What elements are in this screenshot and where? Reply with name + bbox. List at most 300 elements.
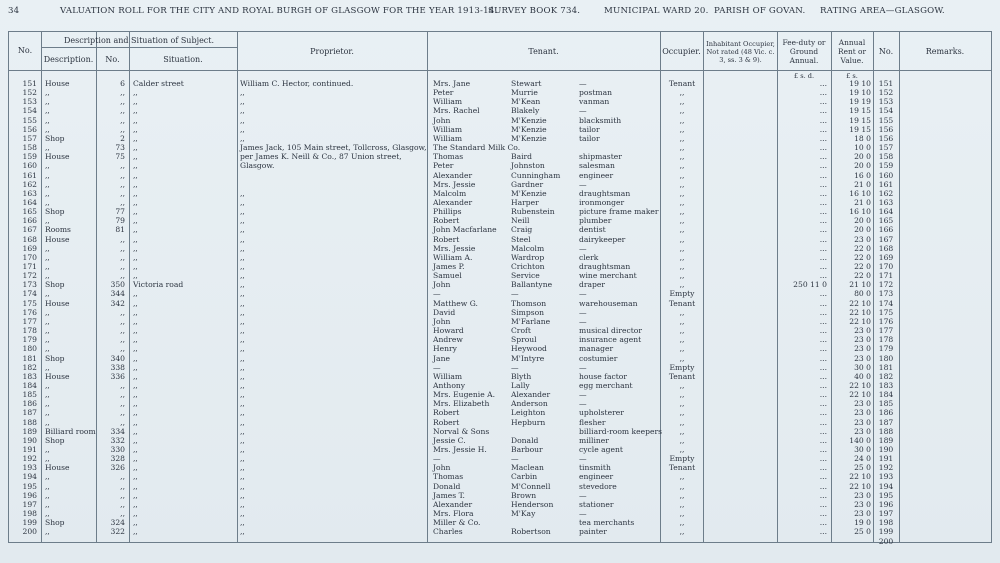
table-row bbox=[9, 501, 991, 510]
cell-prop: ,, bbox=[240, 435, 245, 445]
cell-sit: ,, bbox=[133, 362, 138, 372]
cell-sit: ,, bbox=[133, 216, 138, 226]
survey-book: SURVEY BOOK 734. bbox=[488, 6, 581, 16]
cell-no2: 162 bbox=[878, 188, 894, 198]
cell-sn: Robertson bbox=[511, 527, 551, 537]
cell-num: 77 bbox=[115, 207, 125, 217]
cell-desc: Shop bbox=[45, 518, 65, 528]
cell-occ: plumber bbox=[579, 216, 612, 226]
cell-prop: ,, bbox=[240, 216, 245, 226]
table-row bbox=[9, 446, 991, 455]
cell-rent: 23 0 bbox=[854, 499, 871, 509]
cell-sit: ,, bbox=[133, 179, 138, 189]
cell-prop: James Jack, 105 Main street, Tollcross, Glasgow, bbox=[240, 143, 427, 153]
cell-sn: M'Farlane bbox=[511, 316, 551, 326]
cell-fn: John bbox=[433, 463, 451, 473]
cell-fn: Thomas bbox=[433, 152, 464, 162]
cell-feu: ... bbox=[819, 79, 827, 88]
cell-no: 194 bbox=[22, 472, 37, 482]
cell-occupier: ,, bbox=[679, 316, 685, 326]
cell-prop: ,, bbox=[240, 124, 245, 134]
cell-no: 190 bbox=[22, 435, 37, 445]
cell-fn: John Macfarlane bbox=[433, 225, 497, 235]
cell-occ: — bbox=[579, 454, 587, 464]
cell-prop: ,, bbox=[240, 362, 245, 372]
cell-no2: 173 bbox=[878, 289, 894, 299]
cell-sn: Blyth bbox=[511, 371, 532, 381]
cell-num: 6 bbox=[120, 79, 125, 88]
cell-desc: ,, bbox=[45, 472, 50, 482]
cell-no: 164 bbox=[22, 197, 37, 207]
cell-prop: ,, bbox=[240, 509, 245, 519]
table-row bbox=[9, 117, 991, 126]
cell-sn: Malcolm bbox=[511, 243, 545, 253]
cell-desc: ,, bbox=[45, 271, 50, 281]
cell-prop: ,, bbox=[240, 335, 245, 345]
cell-feu: ... bbox=[819, 207, 827, 217]
cell-fn: John bbox=[433, 280, 451, 290]
cell-occupier: ,, bbox=[679, 481, 685, 491]
cell-no2: 172 bbox=[878, 280, 894, 290]
cell-no: 153 bbox=[22, 97, 37, 107]
cell-prop: ,, bbox=[240, 133, 245, 143]
cell-occ: costumier bbox=[579, 353, 618, 363]
cell-occ: egg merchant bbox=[579, 380, 633, 390]
cell-occupier: ,, bbox=[679, 179, 685, 189]
cell-occupier: ,, bbox=[679, 445, 685, 454]
cell-num: ,, bbox=[120, 326, 125, 336]
cell-fn: Samuel bbox=[433, 271, 462, 281]
cell-prop: ,, bbox=[240, 390, 245, 400]
cell-rent: 23 0 bbox=[854, 509, 871, 519]
cell-fn: — bbox=[433, 454, 441, 464]
cell-sit: ,, bbox=[133, 399, 138, 409]
cell-fn: William bbox=[433, 97, 463, 107]
cell-feu: ... bbox=[819, 243, 827, 253]
cell-prop: ,, bbox=[240, 527, 245, 537]
col-description: Description. bbox=[43, 55, 94, 64]
cell-occ: — bbox=[579, 316, 587, 326]
cell-sit: ,, bbox=[133, 316, 138, 326]
cell-no2: 168 bbox=[878, 243, 894, 253]
table-row bbox=[9, 519, 991, 528]
cell-fn: Robert bbox=[433, 408, 460, 418]
cell-sit: ,, bbox=[133, 335, 138, 345]
cell-sn: Donald bbox=[511, 435, 539, 445]
cell-feu: ... bbox=[819, 262, 827, 271]
cell-num: 73 bbox=[115, 143, 125, 153]
cell-feu: 250 11 0 bbox=[793, 280, 827, 290]
cell-desc: ,, bbox=[45, 509, 50, 519]
feu-units: £ s. d. bbox=[793, 72, 815, 80]
cell-desc: House bbox=[45, 234, 70, 244]
cell-no: 178 bbox=[22, 326, 37, 336]
cell-sn: Johnston bbox=[511, 161, 545, 171]
cell-occ: — bbox=[579, 362, 587, 372]
cell-occ: tinsmith bbox=[579, 463, 611, 473]
cell-occ: vanman bbox=[579, 97, 610, 107]
cell-sit: ,, bbox=[133, 481, 138, 491]
cell-feu: ... bbox=[819, 216, 827, 226]
cell-fn: Mrs. Eugenie A. bbox=[433, 390, 496, 400]
cell-fn: Malcolm bbox=[433, 188, 467, 198]
cell-prop: ,, bbox=[240, 225, 245, 235]
cell-no2: 161 bbox=[878, 179, 894, 189]
cell-rent: 20 0 bbox=[854, 161, 871, 171]
col-tenant: Tenant. bbox=[528, 47, 559, 56]
cell-num: ,, bbox=[120, 408, 125, 418]
table-row bbox=[9, 290, 991, 299]
cell-no2: 198 bbox=[878, 518, 894, 528]
table-row bbox=[9, 153, 991, 162]
cell-no: 156 bbox=[22, 124, 37, 134]
cell-sit: ,, bbox=[133, 161, 138, 171]
cell-occupier: ,, bbox=[679, 527, 685, 537]
cell-occupier: ,, bbox=[679, 499, 685, 509]
cell-occupier: ,, bbox=[679, 115, 685, 125]
cell-desc: ,, bbox=[45, 197, 50, 207]
cell-sit: ,, bbox=[133, 106, 138, 116]
cell-rent: 19 15 bbox=[849, 124, 871, 134]
cell-occ: warehouseman bbox=[579, 298, 638, 308]
cell-fn: James P. bbox=[433, 262, 465, 271]
cell-occupier: ,, bbox=[679, 97, 685, 107]
cell-no: 162 bbox=[22, 179, 37, 189]
cell-prop: per James K. Neill & Co., 87 Union street, bbox=[240, 152, 402, 162]
cell-no2: 200 bbox=[878, 536, 894, 546]
cell-sn: Henderson bbox=[511, 499, 554, 509]
cell-sit: ,, bbox=[133, 243, 138, 253]
cell-desc: ,, bbox=[45, 408, 50, 418]
cell-desc: ,, bbox=[45, 499, 50, 509]
cell-no2: 176 bbox=[878, 316, 894, 326]
cell-num: ,, bbox=[120, 106, 125, 116]
cell-sn: — bbox=[511, 289, 519, 299]
cell-num: ,, bbox=[120, 472, 125, 482]
cell-rent: 23 0 bbox=[854, 399, 871, 409]
cell-rent: 19 19 bbox=[849, 97, 871, 107]
cell-prop: ,, bbox=[240, 380, 245, 390]
table-row bbox=[9, 409, 991, 418]
cell-desc: ,, bbox=[45, 344, 50, 354]
cell-sit: ,, bbox=[133, 472, 138, 482]
cell-rent: 22 0 bbox=[854, 271, 871, 281]
cell-occupier: ,, bbox=[679, 161, 685, 171]
cell-rent: 10 0 bbox=[854, 143, 871, 153]
cell-sit: ,, bbox=[133, 426, 138, 436]
cell-occ: — bbox=[579, 490, 587, 500]
table-row bbox=[9, 327, 991, 336]
cell-sit: ,, bbox=[133, 234, 138, 244]
cell-rent: 20 0 bbox=[854, 152, 871, 162]
cell-fn: Donald bbox=[433, 481, 461, 491]
cell-occ: wine merchant bbox=[579, 271, 637, 281]
cell-sit: ,, bbox=[133, 289, 138, 299]
page-header bbox=[8, 6, 992, 20]
cell-num: ,, bbox=[120, 197, 125, 207]
cell-num: 340 bbox=[110, 353, 125, 363]
cell-sit: ,, bbox=[133, 408, 138, 418]
table-row bbox=[9, 428, 991, 437]
cell-no: 174 bbox=[22, 289, 37, 299]
table-row bbox=[9, 98, 991, 107]
cell-num: 2 bbox=[120, 133, 125, 143]
cell-rent: 21 0 bbox=[854, 197, 871, 207]
cell-occ: picture frame maker bbox=[579, 207, 659, 217]
cell-occupier: ,, bbox=[679, 243, 685, 253]
cell-num: ,, bbox=[120, 170, 125, 180]
cell-sn: Croft bbox=[511, 326, 531, 336]
cell-occ: clerk bbox=[579, 252, 599, 262]
cell-fn: Anthony bbox=[433, 380, 466, 390]
cell-no: 192 bbox=[22, 454, 37, 464]
cell-no: 163 bbox=[22, 188, 37, 198]
table-row bbox=[9, 162, 991, 171]
table-row bbox=[9, 126, 991, 135]
cell-prop: ,, bbox=[240, 353, 245, 363]
page-title: VALUATION ROLL FOR THE CITY AND ROYAL BURGH OF GLASGOW FOR THE YEAR 1913-14. bbox=[60, 6, 498, 16]
cell-desc: ,, bbox=[45, 335, 50, 345]
cell-occ: cycle agent bbox=[579, 445, 623, 454]
table-row bbox=[9, 437, 991, 446]
cell-occupier: ,, bbox=[679, 124, 685, 134]
cell-occupier: ,, bbox=[679, 380, 685, 390]
cell-sit: ,, bbox=[133, 133, 138, 143]
cell-occupier: ,, bbox=[679, 170, 685, 180]
cell-sit: ,, bbox=[133, 262, 138, 271]
table-row bbox=[9, 400, 991, 409]
cell-rent: 20 0 bbox=[854, 216, 871, 226]
cell-sit: ,, bbox=[133, 152, 138, 162]
cell-num: ,, bbox=[120, 499, 125, 509]
cell-rent: 23 0 bbox=[854, 426, 871, 436]
cell-sit: ,, bbox=[133, 499, 138, 509]
cell-occ: house factor bbox=[579, 371, 628, 381]
cell-occ: milliner bbox=[579, 435, 609, 445]
cell-rent: 20 0 bbox=[854, 225, 871, 235]
cell-no2: 171 bbox=[878, 271, 894, 281]
cell-num: ,, bbox=[120, 188, 125, 198]
cell-sit: ,, bbox=[133, 170, 138, 180]
cell-no: 195 bbox=[22, 481, 37, 491]
cell-occ: — bbox=[579, 79, 587, 88]
cell-prop: ,, bbox=[240, 417, 245, 427]
cell-desc: ,, bbox=[45, 115, 50, 125]
cell-occupier: ,, bbox=[679, 152, 685, 162]
cell-rent: 23 0 bbox=[854, 490, 871, 500]
cell-no: 161 bbox=[22, 170, 37, 180]
cell-prop: ,, bbox=[240, 97, 245, 107]
table-row bbox=[9, 254, 991, 263]
cell-sn: Crichton bbox=[511, 262, 545, 271]
cell-desc: House bbox=[45, 371, 70, 381]
cell-feu: ... bbox=[819, 399, 827, 409]
cell-fn: Robert bbox=[433, 417, 460, 427]
cell-prop: ,, bbox=[240, 399, 245, 409]
cell-num: ,, bbox=[120, 262, 125, 271]
col-no: No. bbox=[17, 46, 33, 55]
cell-rent: 22 0 bbox=[854, 243, 871, 253]
cell-feu: ... bbox=[819, 197, 827, 207]
cell-feu: ... bbox=[819, 161, 827, 171]
cell-num: ,, bbox=[120, 490, 125, 500]
cell-num: ,, bbox=[120, 316, 125, 326]
cell-sn: Neill bbox=[511, 216, 530, 226]
cell-no2: 193 bbox=[878, 472, 894, 482]
cell-sn: Murrie bbox=[511, 88, 538, 98]
cell-fn: Henry bbox=[433, 344, 457, 354]
cell-occupier: ,, bbox=[679, 435, 685, 445]
cell-fn: — bbox=[433, 362, 441, 372]
cell-sit: ,, bbox=[133, 353, 138, 363]
cell-sit: ,, bbox=[133, 298, 138, 308]
cell-fn: David bbox=[433, 307, 456, 317]
cell-no2: 196 bbox=[878, 499, 894, 509]
table-row bbox=[9, 208, 991, 217]
cell-feu: ... bbox=[819, 481, 827, 491]
cell-desc: ,, bbox=[45, 445, 50, 454]
cell-sit: ,, bbox=[133, 271, 138, 281]
cell-desc: ,, bbox=[45, 481, 50, 491]
cell-rent: 23 0 bbox=[854, 326, 871, 336]
cell-no2: 179 bbox=[878, 344, 894, 354]
cell-rent: 140 0 bbox=[849, 435, 871, 445]
cell-prop: ,, bbox=[240, 490, 245, 500]
cell-sn: M'Connell bbox=[511, 481, 551, 491]
cell-sn: Heywood bbox=[511, 344, 547, 354]
cell-fn: Charles bbox=[433, 527, 463, 537]
cell-occupier: ,, bbox=[679, 252, 685, 262]
cell-rent: 22 10 bbox=[849, 298, 871, 308]
cell-no2: 153 bbox=[878, 97, 894, 107]
cell-occ: — bbox=[579, 106, 587, 116]
cell-no2: 199 bbox=[878, 527, 894, 537]
table-row bbox=[9, 181, 991, 190]
cell-desc: ,, bbox=[45, 454, 50, 464]
cell-sit: ,, bbox=[133, 435, 138, 445]
cell-prop: ,, bbox=[240, 454, 245, 464]
cell-rent: 19 0 bbox=[854, 518, 871, 528]
table-row bbox=[9, 144, 991, 153]
cell-fn: Matthew G. bbox=[433, 298, 478, 308]
cell-fn: James T. bbox=[433, 490, 465, 500]
cell-occ: shipmaster bbox=[579, 152, 622, 162]
cell-fn: Jessie C. bbox=[433, 435, 466, 445]
cell-no2: 180 bbox=[878, 353, 894, 363]
cell-prop: ,, bbox=[240, 115, 245, 125]
cell-fn: Norval & Sons bbox=[433, 426, 490, 436]
cell-fn: William bbox=[433, 124, 463, 134]
cell-no2: 156 bbox=[878, 124, 894, 134]
cell-desc: Shop bbox=[45, 207, 65, 217]
cell-feu: ... bbox=[819, 463, 827, 473]
cell-fn: Mrs. Rachel bbox=[433, 106, 480, 116]
cell-desc: ,, bbox=[45, 243, 50, 253]
cell-num: 81 bbox=[115, 225, 125, 235]
cell-num: ,, bbox=[120, 234, 125, 244]
col-no-right: No. bbox=[878, 47, 894, 56]
cell-sn: Sproul bbox=[511, 335, 537, 345]
cell-sn: M'Kean bbox=[511, 97, 541, 107]
cell-rent: 23 0 bbox=[854, 234, 871, 244]
cell-feu: ... bbox=[819, 426, 827, 436]
cell-occupier: ,, bbox=[679, 216, 685, 226]
cell-sit: ,, bbox=[133, 454, 138, 464]
cell-desc: ,, bbox=[45, 252, 50, 262]
cell-sit: ,, bbox=[133, 252, 138, 262]
cell-occupier: ,, bbox=[679, 88, 685, 98]
cell-occupier: ,, bbox=[679, 133, 685, 143]
cell-fn: William bbox=[433, 371, 463, 381]
cell-sit: ,, bbox=[133, 371, 138, 381]
cell-sn: Leighton bbox=[511, 408, 546, 418]
cell-desc: House bbox=[45, 463, 70, 473]
cell-occ: dairykeeper bbox=[579, 234, 626, 244]
cell-occupier: Tenant bbox=[668, 463, 696, 473]
cell-desc: House bbox=[45, 298, 70, 308]
cell-no: 155 bbox=[22, 115, 37, 125]
table-row bbox=[9, 107, 991, 116]
cell-prop: Glasgow. bbox=[240, 161, 275, 171]
cell-desc: ,, bbox=[45, 188, 50, 198]
cell-fn: Mrs. Jane bbox=[433, 79, 471, 88]
cell-feu: ... bbox=[819, 499, 827, 509]
cell-no2: 195 bbox=[878, 490, 894, 500]
cell-no2: 166 bbox=[878, 225, 894, 235]
cell-prop: ,, bbox=[240, 518, 245, 528]
cell-fn: Alexander bbox=[433, 170, 473, 180]
cell-fn: Mrs. Jessie bbox=[433, 243, 476, 253]
cell-prop: ,, bbox=[240, 188, 245, 198]
cell-occupier: Empty bbox=[669, 289, 695, 299]
cell-no2: 197 bbox=[878, 509, 894, 519]
cell-no: 151 bbox=[22, 79, 37, 88]
cell-prop: ,, bbox=[240, 445, 245, 454]
cell-rent: 22 10 bbox=[849, 307, 871, 317]
cell-no2: 186 bbox=[878, 408, 894, 418]
cell-prop: ,, bbox=[240, 499, 245, 509]
cell-occ: — bbox=[579, 179, 587, 189]
cell-no2: 151 bbox=[878, 79, 894, 88]
cell-rent: 21 10 bbox=[849, 280, 871, 290]
cell-fn: Robert bbox=[433, 234, 460, 244]
cell-prop: ,, bbox=[240, 252, 245, 262]
cell-occupier: ,, bbox=[679, 408, 685, 418]
cell-desc: Shop bbox=[45, 435, 65, 445]
cell-rent: 30 0 bbox=[854, 362, 871, 372]
cell-sn: M'Kenzie bbox=[511, 133, 547, 143]
cell-rent: 21 0 bbox=[854, 179, 871, 189]
cell-no2: 170 bbox=[878, 262, 894, 271]
cell-feu: ... bbox=[819, 143, 827, 153]
cell-sn: Baird bbox=[511, 152, 533, 162]
cell-num: 350 bbox=[110, 280, 125, 290]
cell-occupier: ,, bbox=[679, 417, 685, 427]
cell-desc: ,, bbox=[45, 380, 50, 390]
cell-fn: William A. bbox=[433, 252, 473, 262]
table-row bbox=[9, 318, 991, 327]
table-row bbox=[9, 355, 991, 364]
cell-feu: ... bbox=[819, 234, 827, 244]
cell-occupier: ,, bbox=[679, 335, 685, 345]
table-row bbox=[9, 464, 991, 473]
cell-desc: House bbox=[45, 152, 70, 162]
cell-occupier: ,, bbox=[679, 207, 685, 217]
cell-no: 159 bbox=[22, 152, 37, 162]
cell-sn: Lally bbox=[511, 380, 530, 390]
cell-no: 177 bbox=[22, 316, 37, 326]
cell-prop: ,, bbox=[240, 326, 245, 336]
